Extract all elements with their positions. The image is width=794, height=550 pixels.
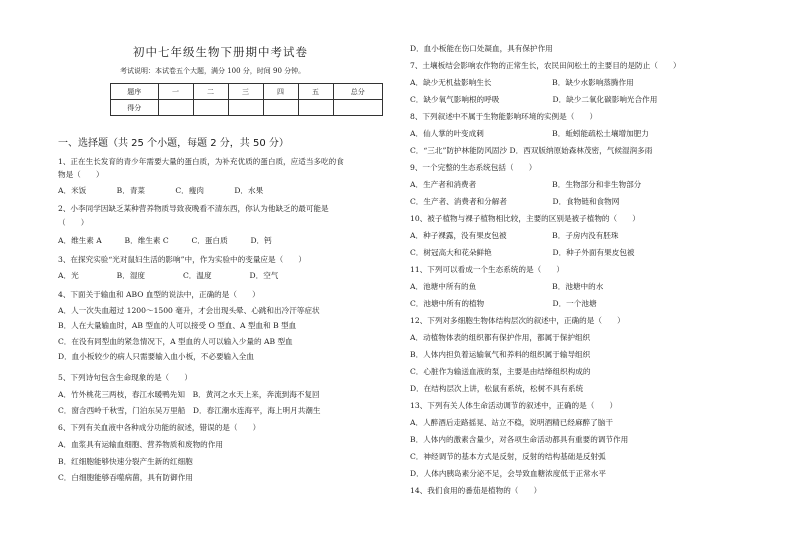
question-line: 8、下列叙述中不属于生物能影响环境的实例是（ ）	[410, 112, 598, 121]
question-line: 3、在探究实验“光对鼠妇生活的影响”中，作为实验中的变量应是（ ）	[58, 255, 306, 264]
question-line: 12、下列对多细胞生物体结构层次的叙述中，正确的是（ ）	[410, 316, 625, 325]
question-line: 1、正在生长发育的青少年需要大量的蛋白质，为补充优质的蛋白质，应适当多吃的食	[58, 157, 344, 166]
score-table-score-row	[111, 100, 383, 116]
score-cell	[228, 100, 263, 116]
question-line: 11、下列可以看成一个生态系统的是（ ）	[410, 265, 564, 274]
option-line: C．白细胞能够吞噬病菌，具有防御作用	[58, 473, 193, 482]
option-line: A．仙人掌的叶变成刺 B．蚯蚓能疏松土壤增加肥力	[410, 129, 649, 138]
option-line: B．人体内担负着运输氧气和养料的组织属于输导组织	[410, 350, 591, 359]
score-cell: 四	[263, 84, 298, 100]
score-cell	[263, 100, 298, 116]
score-cell: 一	[158, 84, 193, 100]
option-line: A．人一次失血超过 1200～1500 毫升，才会出现头晕、心跳和出冷汗等症状	[58, 306, 320, 315]
option-line: C．在没有同型血的紧急情况下，A 型血的人可以输入少量的 AB 型血	[58, 337, 293, 346]
option-line: C．窗含西岭千秋雪，门泊东吴万里船 D．春江潮水连海平，海上明月共潮生	[58, 406, 321, 415]
question-line: 6、下列有关血液中各种成分功能的叙述，错误的是（ ）	[58, 423, 261, 432]
option-line: A．生产者和消费者 B．生物部分和非生物部分	[410, 180, 642, 189]
score-cell: 题序	[111, 84, 159, 100]
option-line: B．人体内的激素含量少，对各项生命活动都具有重要的调节作用	[410, 435, 629, 444]
section-heading: 一、选择题（共 25 个小题，每题 2 分，共 50 分）	[58, 138, 289, 149]
question-line: 7、土壤板结会影响农作物的正常生长，农民田间松土的主要目的是防止（ ）	[410, 61, 681, 70]
question-line: 13、下列有关人体生命活动调节的叙述中，正确的是（ ）	[410, 401, 618, 410]
page-title: 初中七年级生物下册期中考试卷	[133, 45, 308, 59]
option-line: A．光 B．湿度 C．温度 D．空气	[58, 271, 279, 280]
score-cell: 总分	[333, 84, 382, 100]
option-line: A．维生素 A B．维生素 C C．蛋白质 D．钙	[58, 236, 272, 245]
option-line: A．血浆具有运输血细胞、营养物质和废物的作用	[58, 440, 223, 449]
option-line: C．池塘中所有的植物 D．一个池塘	[410, 299, 597, 308]
question-line: 5、下列诗句包含生命现象的是（ ）	[58, 373, 192, 382]
score-cell: 三	[228, 84, 263, 100]
option-line: A．池塘中所有的鱼 B．池塘中的水	[410, 282, 604, 291]
score-cell: 二	[193, 84, 228, 100]
score-cell	[298, 100, 333, 116]
question-line: 10、被子植物与裸子植物相比较，主要的区别是被子植物的（ ）	[410, 214, 640, 223]
question-line: 9、一个完整的生态系统包括（ ）	[410, 163, 537, 172]
option-line: D．血小板能在伤口处凝血，具有保护作用	[410, 44, 553, 53]
option-line: B．红细胞能够快速分裂产生新的红细胞	[58, 457, 193, 466]
score-cell	[333, 100, 382, 116]
question-line: 14、我们食用的番茄是植物的（ ）	[410, 486, 542, 495]
option-line: C．树冠高大和花朵鲜艳 D．种子外面有果皮包被	[410, 248, 635, 257]
question-line: 物是（ ）	[58, 170, 104, 179]
option-line: A．人醉酒后走路摇晃、站立不稳，说明酒精已经麻醉了脑干	[410, 418, 613, 427]
score-cell: 五	[298, 84, 333, 100]
option-line: C．心脏作为输送血液的泵，主要是由结缔组织构成的	[410, 367, 591, 376]
question-line: 4、下面关于输血和 ABO 血型的说法中，正确的是（ ）	[58, 290, 260, 299]
score-table	[110, 83, 383, 116]
question-line: （ ）	[58, 218, 89, 227]
option-line: A．种子裸露，没有果皮包被 B．子房内没有胚珠	[410, 231, 619, 240]
option-line: D．人体内胰岛素分泌不足，会导致血糖浓度低于正常水平	[410, 469, 606, 478]
option-line: A．缺少无机盐影响生长 B．缺少水影响蒸腾作用	[410, 78, 634, 87]
score-cell: 得分	[111, 100, 159, 116]
option-line: D．在结构层次上讲，松鼠有系统，松树不具有系统	[410, 384, 584, 393]
option-line: D．血小板较少的病人只需要输入血小板，不必要输入全血	[58, 352, 254, 361]
score-table-header-row	[111, 84, 383, 100]
option-line: C．神经调节的基本方式是反射，反射的结构基础是反射弧	[410, 452, 606, 461]
exam-instructions: 考试说明：本试卷五个大题，满分 100 分，时间 90 分钟。	[120, 67, 306, 75]
option-line: A．米饭 B．青菜 C．瘦肉 D．水果	[58, 186, 264, 195]
score-cell	[193, 100, 228, 116]
option-line: C．缺少氧气影响根的呼吸 D．缺少二氧化碳影响光合作用	[410, 95, 658, 104]
score-cell	[158, 100, 193, 116]
option-line: C．“三北”防护林能防风固沙 D．西双版纳原始森林茂密，气候湿润多雨	[410, 146, 653, 155]
option-line: C．生产者、消费者和分解者 D．食物链和食物网	[410, 197, 620, 206]
question-line: 2、小李同学因缺乏某种营养物质导致夜晚看不清东西，你认为他缺乏的最可能是	[58, 204, 329, 213]
option-line: A．竹外桃花三两枝，春江水暖鸭先知 B．黄河之水天上来，奔流到海不复回	[58, 390, 320, 399]
option-line: A．动植物体表的组织都有保护作用，都属于保护组织	[410, 333, 591, 342]
option-line: B．人在大量输血时，AB 型血的人可以接受 O 型血、A 型血和 B 型血	[58, 321, 297, 330]
